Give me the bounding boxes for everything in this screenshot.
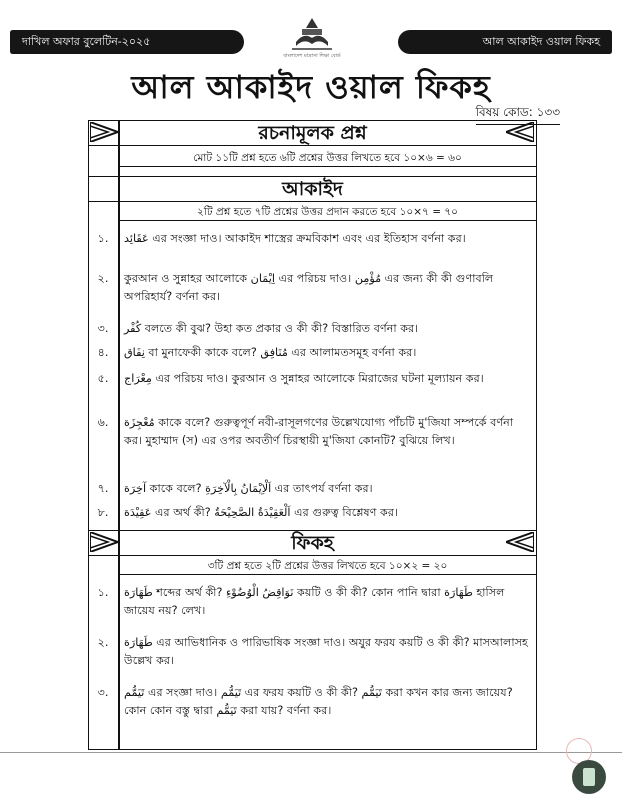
question-text: نِفَاق বা মুনাফেকী কাকে বলে? مُنَافِق এর আলামতসমূহ বর্ণনা কর। [124,346,417,359]
corner-ornament-icon [506,122,534,142]
section-title-main: রচনামূলক প্রশ্ন [258,122,367,144]
question-number: ৭. [97,482,109,495]
question-item [90,320,535,338]
section-title-fiqh: ফিকহ [291,532,334,554]
question-item [90,270,535,306]
footer-divider [0,752,622,753]
question-text: عَقَائِد এর সংজ্ঞা দাও। আকাইদ শাস্ত্রের ক্রমবিকাশ এবং এর ইতিহাস বর্ণনা কর। [124,232,466,245]
board-logo-icon [282,16,342,56]
question-text: تَيَمُّم এর সংজ্ঞা দাও। تَيَمُّم এর ফরয কয়টি ও কী কী? تَيَمُّم করা কখন কার জন্য জায়েয? কোন কোন বস্তু দ্বারা تَيَمُّم করা যায়? বর্ণনা কর। [124,686,513,717]
question-item [90,684,535,720]
question-number: ১. [97,232,109,245]
question-number: ৩. [97,686,109,699]
section-header-aqaid [88,176,537,202]
question-item [90,370,535,388]
question-item [90,344,535,362]
marks-rule-main: মোট ১১টি প্রশ্ন হতে ৬টি প্রশ্নের উত্তর লিখতে হবে ১০×৬ = ৬০ [118,150,537,167]
question-item [90,504,535,522]
book-icon [583,768,595,786]
section-header-main [88,120,537,146]
channel-badge-icon [572,760,606,794]
page-title: আল আকাইদ ওয়াল ফিকহ [131,68,491,106]
question-text: كُفْر বলতে কী বুঝ? উহা কত প্রকার ও কী কী? বিস্তারিত বর্ণনা কর। [124,322,419,335]
question-text: عَقِيْدَة এর অর্থ কী? اَلْعَقِيْدَةُ الصَّحِيْحَةُ এর গুরুত্ব বিশ্লেষণ কর। [124,506,399,519]
question-item [90,634,535,670]
corner-ornament-icon [90,122,118,142]
section-title-aqaid: আকাইদ [282,178,343,200]
question-text: مِعْرَاج এর পরিচয় দাও। কুরআন ও সুন্নাহর আলোকে মিরাজের ঘটনা মূল্যায়ন কর। [124,372,484,385]
question-number: ৪. [97,346,109,359]
question-number: ৮. [97,506,109,519]
bulletin-label: দাখিল অফার বুলেটিন-২০২৫ [10,30,244,54]
question-item [90,480,535,498]
question-number: ১. [97,586,109,599]
question-text: مُعْجِزَة কাকে বলে? গুরুত্বপূর্ণ নবী-রাসূলগণের উল্লেখযোগ্য পাঁচটি মু'জিযা সম্পর্কে বর্ণনা কর। মুহাম্মাদ (স) এর ওপর অবতীর্ণ চিরস্থায়ী মু'জিযা কোনটি? বুঝিয়ে লিখ। [124,416,514,447]
corner-ornament-icon [506,532,534,552]
question-number: ২. [97,272,109,285]
question-text: آخِرَة কাকে বলে? اَلْاِيْمَانُ بِالْآخِرَةِ এর তাৎপর্য বর্ণনা কর। [124,482,373,495]
corner-ornament-icon [90,532,118,552]
marks-rule-aqaid: ২টি প্রশ্ন হতে ৭টি প্রশ্নের উত্তর প্রদান করতে হবে ১০×৭ = ৭০ [118,204,537,221]
question-number: ২. [97,636,109,649]
logo-caption: বাংলাদেশ মাদ্রাসা শিক্ষা বোর্ড [283,53,341,59]
section-header-fiqh [88,530,537,556]
question-text: طَهَارَة এর আভিধানিক ও পারিভাষিক সংজ্ঞা দাও। অযুর ফরয কয়টি ও কী কী? মাসআলাসহ উল্লেখ কর। [124,636,528,667]
question-number: ৫. [97,372,109,385]
question-text: طَهَارَة শব্দের অর্থ কী? نَوَاقِضُ الْوُضُوْءِ কয়টি ও কী কী? কোন পানি দ্বারা طَهَارَة হাসিল জায়েয নয়? লেখ। [124,586,505,617]
subject-label: আল আকাইদ ওয়াল ফিকহ [398,30,612,54]
question-text: কুরআন ও সুন্নাহর আলোকে اِيْمَان এর পরিচয় দাও। مُؤْمِن এর জন্য কী কী গুণাবলি অপরিহার্য? বর্ণনা কর। [124,272,494,303]
question-item [90,584,535,620]
subject-code: বিষয় কোড: ১৩৩ [476,104,560,125]
question-number: ৩. [97,322,109,335]
question-item [90,230,535,248]
question-number: ৬. [97,416,109,429]
marks-rule-fiqh: ৩টি প্রশ্ন হতে ২টি প্রশ্নের উত্তর লিখতে হবে ১০×২ = ২০ [118,558,537,575]
question-item [90,414,535,450]
